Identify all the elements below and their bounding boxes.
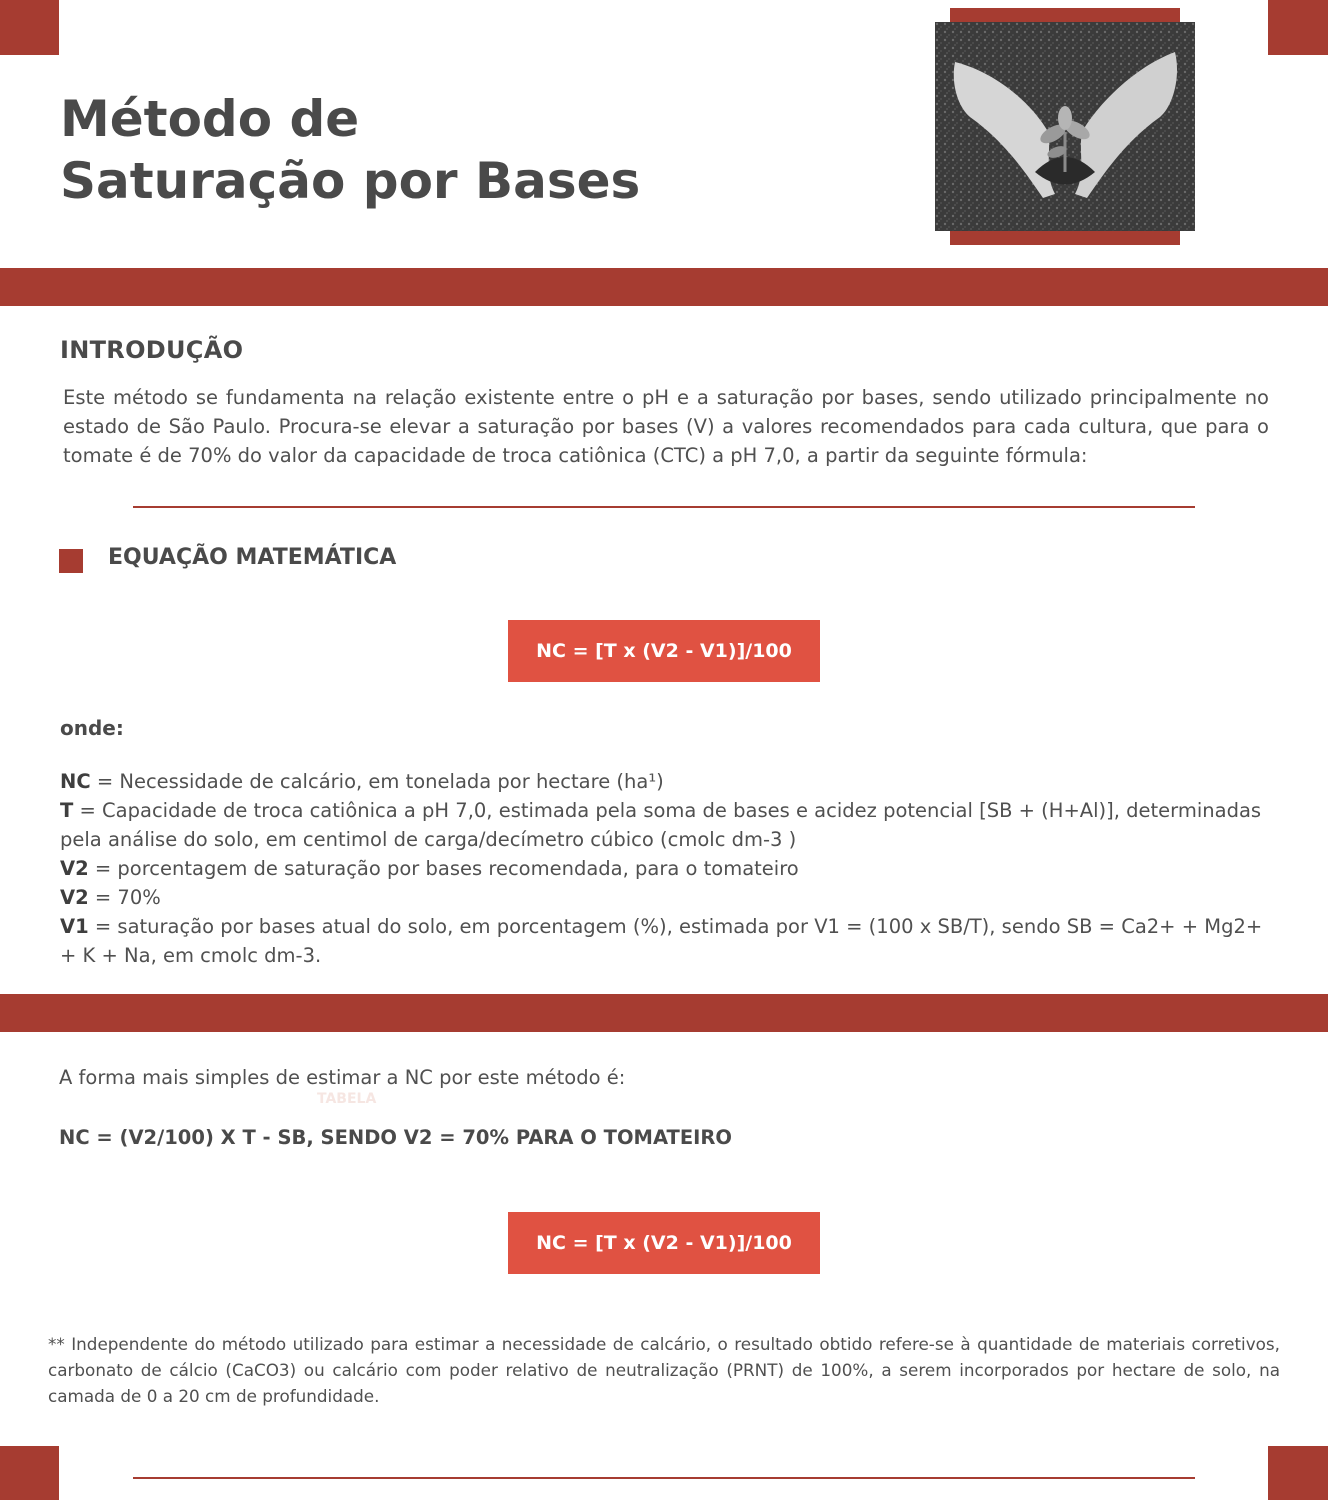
section-band-middle — [0, 994, 1328, 1032]
definition-text: = saturação por bases atual do solo, em porcentagem (%), estimada por V1 = (100 x SB/T), sendo SB = Ca2+ + Mg2+ + K + Na, em cmolc dm-3. — [60, 915, 1263, 967]
intro-heading: INTRODUÇÃO — [60, 336, 244, 364]
photo-frame-bottom — [950, 231, 1180, 245]
section-marker — [59, 549, 83, 573]
definition-term: NC — [60, 770, 91, 793]
simple-method-intro: A forma mais simples de estimar a NC por este método é: — [59, 1066, 626, 1089]
definition-text: = 70% — [88, 886, 161, 909]
corner-square-top-left — [0, 0, 59, 55]
definition-term: V2 — [60, 857, 89, 880]
definition-term: V1 — [60, 915, 89, 938]
corner-square-top-right — [1268, 0, 1328, 55]
simple-method-equation: NC = (V2/100) X T - SB, SENDO V2 = 70% PARA O TOMATEIRO — [59, 1126, 733, 1149]
definition-v1 — [60, 912, 1270, 970]
definition-term: T — [60, 799, 74, 822]
definition-t — [60, 796, 1270, 854]
definition-text: = porcentagem de saturação por bases recomendada, para o tomateiro — [88, 857, 799, 880]
definition-v2-value — [60, 883, 1270, 912]
definition-v2 — [60, 854, 1270, 883]
section-band-top — [0, 268, 1328, 306]
formula-box-bottom: NC = [T x (V2 - V1)]/100 — [508, 1212, 820, 1274]
definition-term: V2 — [60, 886, 89, 909]
footnote: ** Independente do método utilizado para estimar a necessidade de calcário, o resultado obtido refere-se à quantidade de materiais corretivos, carbonato de cálcio (CaCO3) ou calcário com poder relativo de neutralização (PRNT) de 100%, a serem incorporados por hectare de solo, na camada de 0 a 20 cm de profundidade. — [48, 1334, 1280, 1406]
equation-heading: EQUAÇÃO MATEMÁTICA — [108, 545, 397, 570]
corner-square-bottom-left — [0, 1446, 59, 1500]
definition-text: = Necessidade de calcário, em tonelada por hectare (ha¹) — [90, 770, 664, 793]
page-title-line-1: Método de — [60, 90, 360, 148]
intro-text: Este método se fundamenta na relação existente entre o pH e a saturação por bases, sendo utilizado principalmente no estado de São Paulo. Procura-se elevar a saturação por bases (V) a valores recomendados para cada cultura, que para o tomate é de 70% do valor da capacidade de troca catiônica (CTC) a pH 7,0, a partir da seguinte fórmula: — [63, 386, 1269, 467]
definition-text: = Capacidade de troca catiônica a pH 7,0, estimada pela soma de bases e acidez potencial [SB + (H+Al)], determinadas pela análise do solo, em centimol de carga/decímetro cúbico (cmolc dm-3 ) — [60, 799, 1262, 851]
hands-heart-seedling-photo — [935, 22, 1195, 231]
photo-frame-top — [950, 8, 1180, 22]
definitions-list — [60, 767, 1270, 970]
formula-box: NC = [T x (V2 - V1)]/100 — [508, 620, 820, 682]
page-title-line-2: Saturação por Bases — [60, 152, 641, 210]
tabela-label: TABELA — [317, 1091, 377, 1107]
divider-line — [133, 506, 1195, 508]
divider-line-bottom — [133, 1477, 1195, 1479]
page-title — [60, 88, 640, 212]
onde-label: onde: — [60, 716, 124, 740]
definition-nc — [60, 767, 1270, 796]
corner-square-bottom-right — [1268, 1446, 1328, 1500]
